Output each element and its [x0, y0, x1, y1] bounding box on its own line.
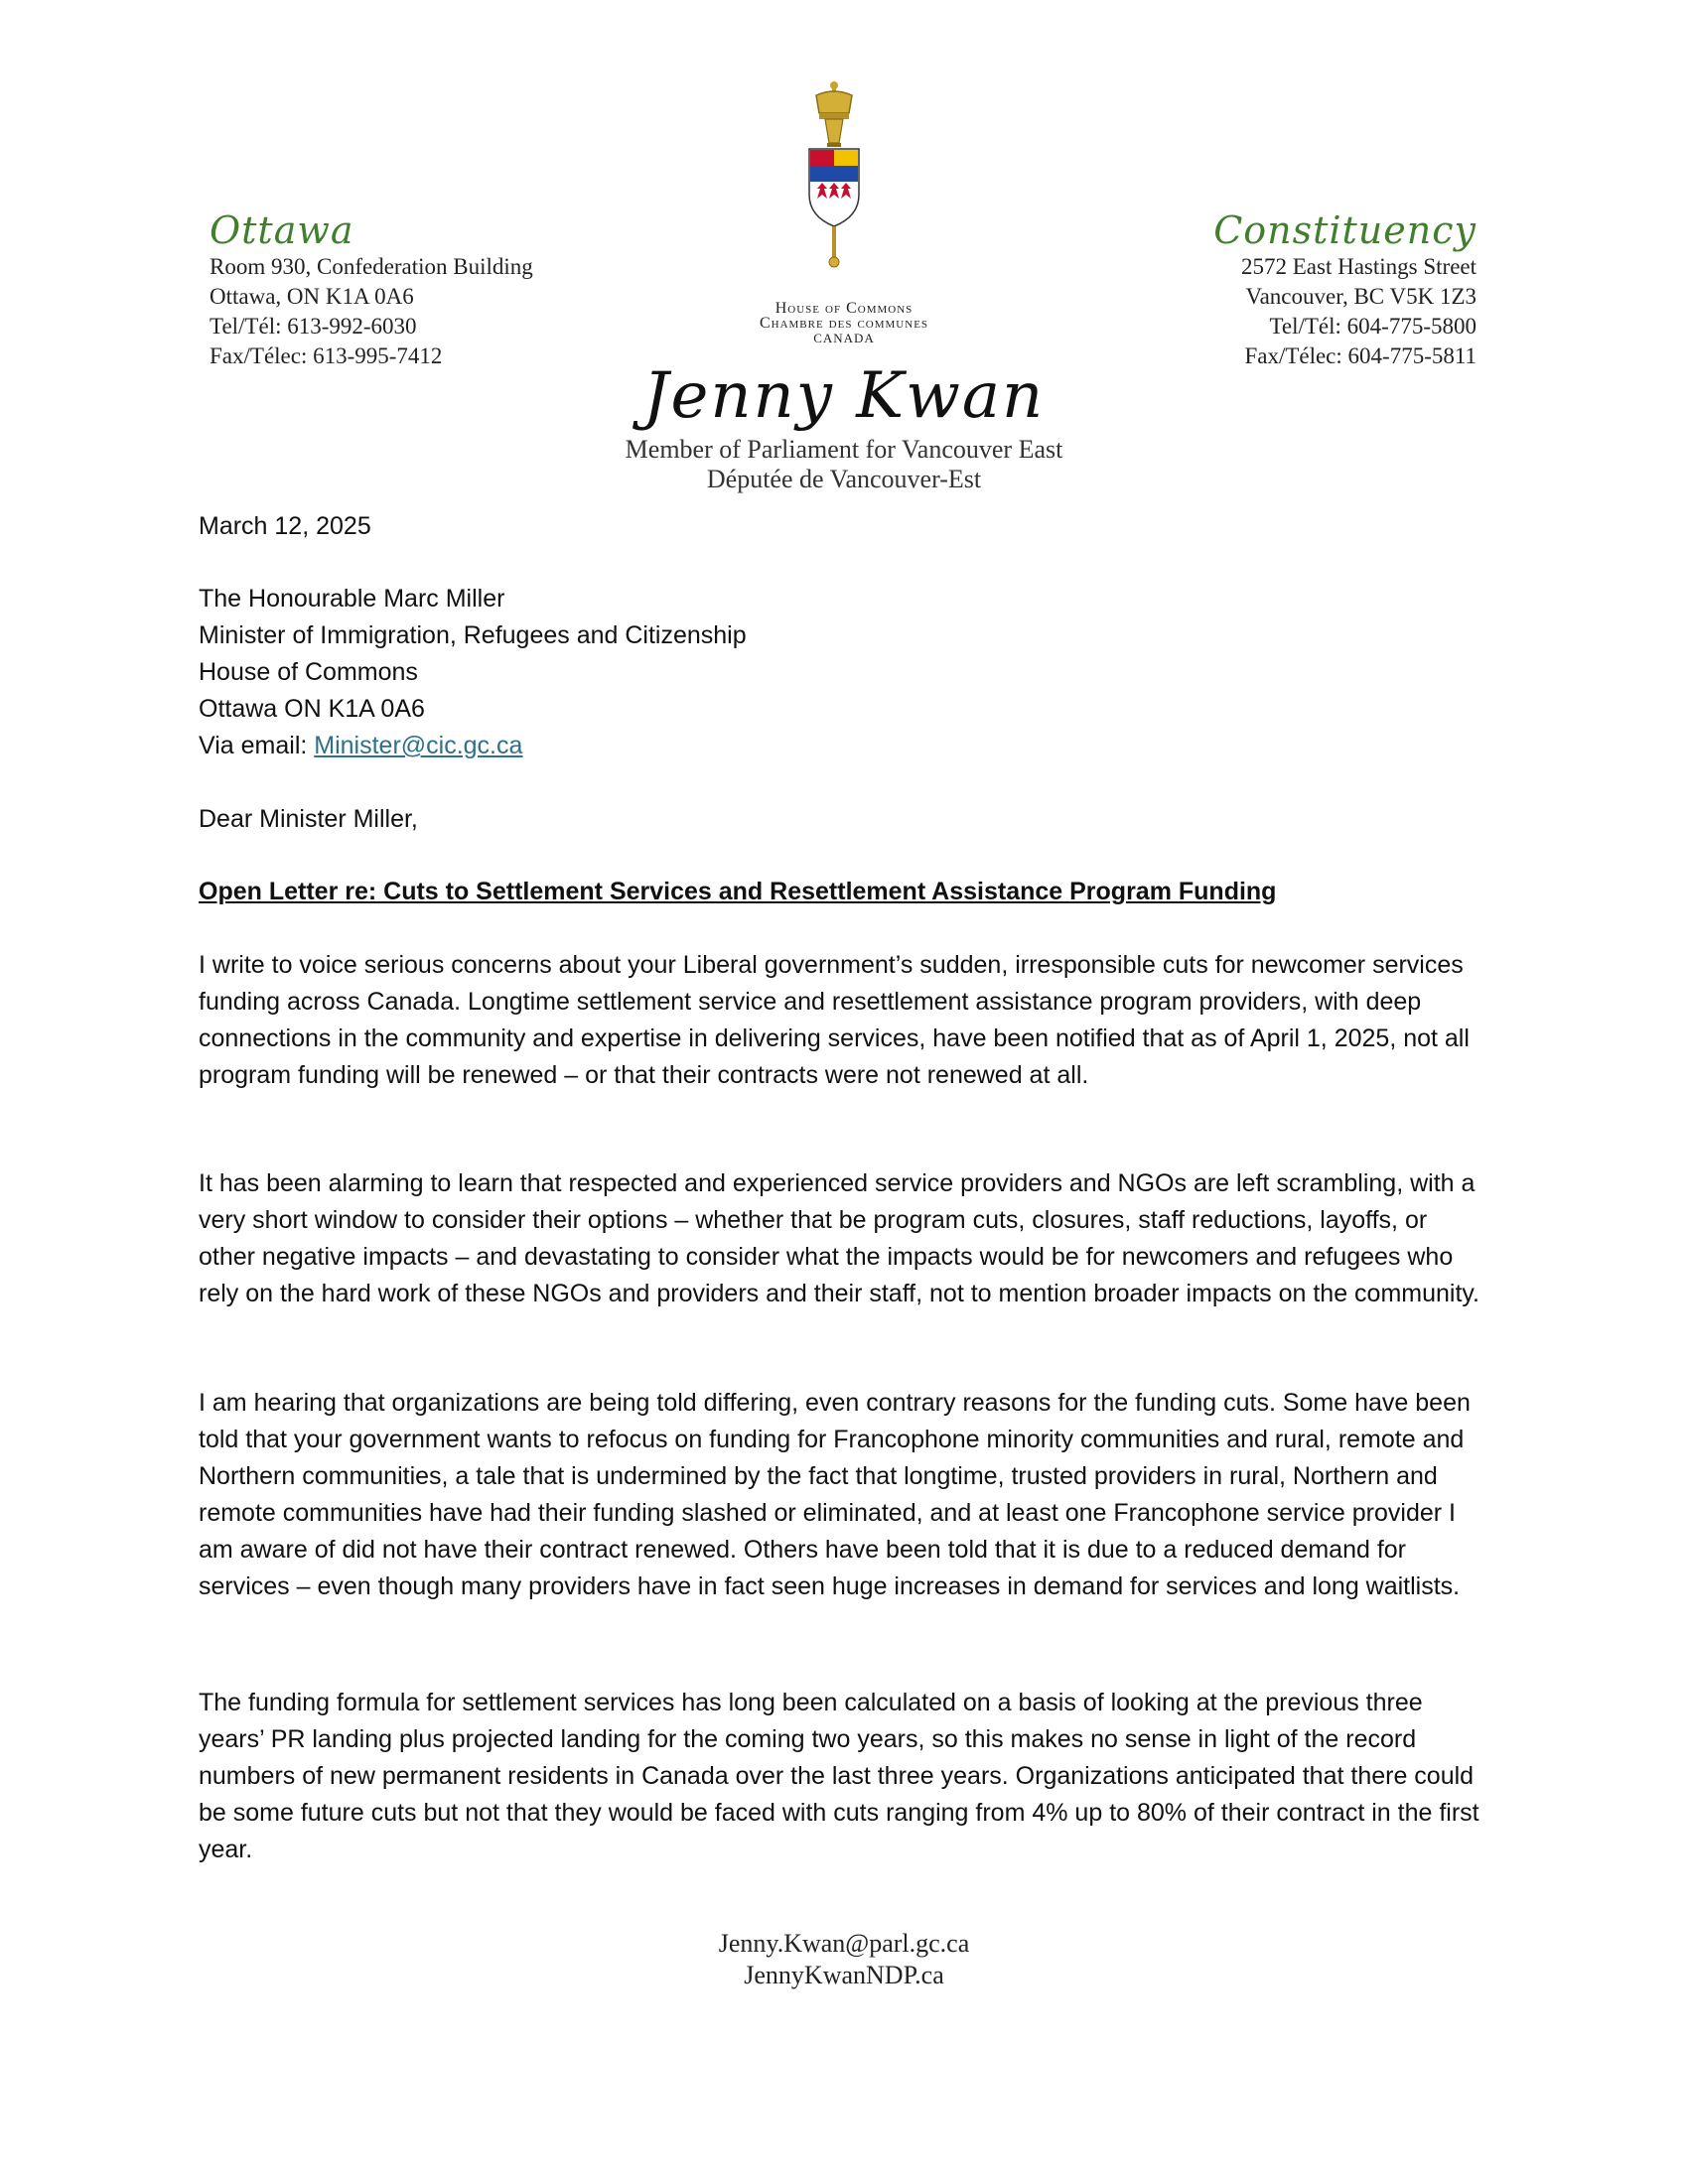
email-prefix: Via email:: [199, 732, 315, 759]
ottawa-office-block: [210, 208, 533, 371]
house-line-fr: Chambre des communes: [759, 315, 929, 332]
ottawa-office-tel-line: Tel/Tél: 613-992-6030: [210, 314, 417, 339]
recipient-name: The Honourable Marc Miller: [199, 585, 505, 613]
constituency-office-block: [1213, 208, 1477, 371]
body-paragraph-3: I am hearing that organizations are being told differing, even contrary reasons for the funding cuts. Some have been told that your government wants to refocus on funding for Francophone minority communities and rural, remote and Northern communities, a tale that is undermined by the fact that longtime, trusted providers in rural, Northern and remote communities have had their funding slashed or eliminated, and at least one Francophone service provider I am aware of did not have their contract renewed. Others have been told that it is due to a reduced demand for services – even though many providers have in fact seen huge increases in demand for services and long waitlists.: [199, 1389, 1471, 1600]
footer-website: JennyKwanNDP.ca: [744, 1961, 944, 1989]
house-line-country: CANADA: [813, 331, 875, 345]
constituency-office-heading: Constituency: [1213, 208, 1477, 252]
letter-date: March 12, 2025: [199, 512, 371, 540]
mp-title-fr: Députée de Vancouver-Est: [706, 465, 982, 493]
recipient-block: [199, 581, 1489, 764]
constituency-office-tel-line: Tel/Tél: 604-775-5800: [1269, 314, 1477, 339]
house-of-commons-caption: [0, 301, 1688, 345]
recipient-email-line: [199, 728, 1489, 764]
recipient-position: Minister of Immigration, Refugees and Citizenship: [199, 621, 747, 649]
salutation: Dear Minister Miller,: [199, 805, 418, 833]
body-paragraph-1: I write to voice serious concerns about your Liberal government’s sudden, irresponsible cuts for newcomer services funding across Canada. Longtime settlement service and resettlement assistance program providers, with deep connections in the community and expertise in delivering services, have been notified that as of April 1, 2025, not all program funding will be renewed – or that their contracts were not renewed at all.: [199, 951, 1470, 1089]
letter-subject: Open Letter re: Cuts to Settlement Services and Resettlement Assistance Program Funding: [199, 878, 1277, 905]
mp-title: [0, 435, 1688, 494]
recipient-office: House of Commons: [199, 658, 418, 686]
house-of-commons-crest-icon: [789, 77, 879, 276]
recipient-address: Ottawa ON K1A 0A6: [199, 695, 425, 723]
ottawa-office-address-line: Room 930, Confederation Building: [210, 254, 533, 279]
body-paragraph-4: The funding formula for settlement services has long been calculated on a basis of looking at the previous three years’ PR landing plus projected landing for the coming two years, so this makes no sense in light of the record numbers of new permanent residents in Canada over the last three years. Organizations anticipated that there could be some future cuts but not that they would be faced with cuts ranging from 4% up to 80% of their contract in the first year.: [199, 1689, 1479, 1863]
constituency-office-city-line: Vancouver, BC V5K 1Z3: [1245, 284, 1477, 309]
member-signature-name: Jenny Kwan: [642, 359, 1046, 433]
body-paragraph-2: It has been alarming to learn that respected and experienced service providers and NGOs are left scrambling, with a very short window to consider their options – whether that be program cuts, closures, staff reductions, layoffs, or other negative impacts – and devastating to consider what the impacts would be for newcomers and refugees who rely on the hard work of these NGOs and providers and their staff, not to mention broader impacts on the community.: [199, 1169, 1480, 1307]
constituency-office-address-line: 2572 East Hastings Street: [1241, 254, 1477, 279]
constituency-office-fax-line: Fax/Télec: 604-775-5811: [1244, 343, 1477, 368]
footer-email: Jenny.Kwan@parl.gc.ca: [718, 1929, 970, 1958]
ottawa-office-fax-line: Fax/Télec: 613-995-7412: [210, 343, 443, 368]
letter-footer: [0, 1928, 1688, 1991]
mp-title-en: Member of Parliament for Vancouver East: [625, 435, 1063, 464]
ottawa-office-city-line: Ottawa, ON K1A 0A6: [210, 284, 414, 309]
recipient-email-link[interactable]: Minister@cic.gc.ca: [314, 732, 523, 759]
house-line-en: House of Commons: [774, 300, 914, 317]
ottawa-office-heading: Ottawa: [210, 208, 354, 252]
